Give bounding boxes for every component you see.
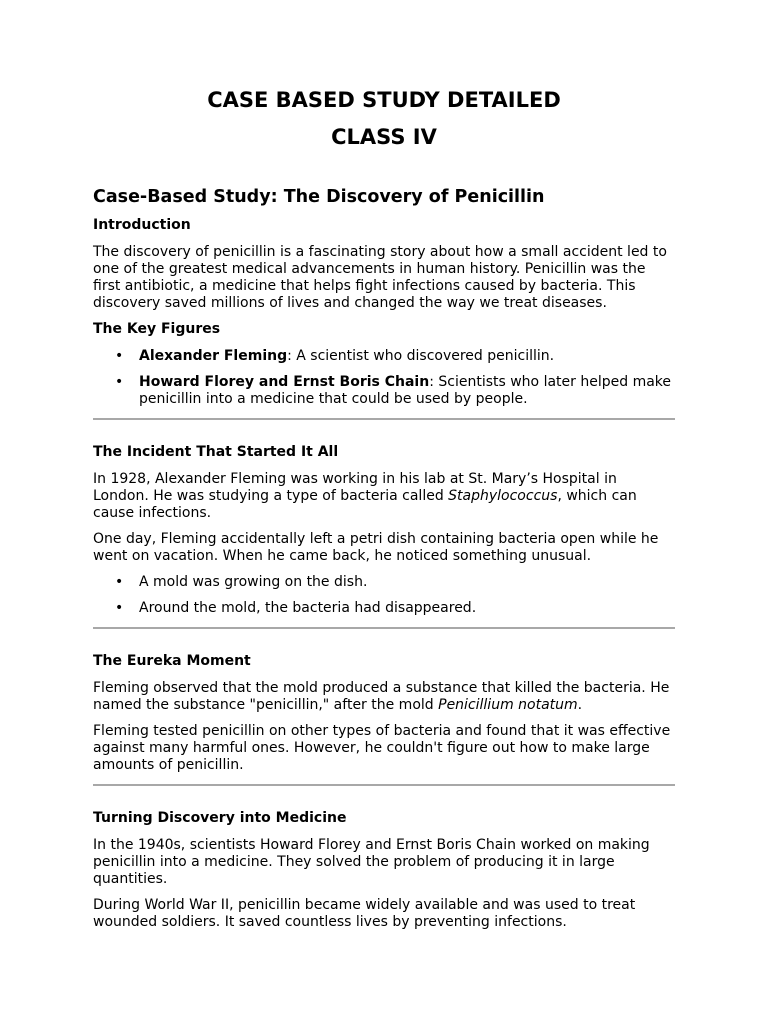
list-item [93, 600, 675, 617]
study-title: Case-Based Study: The Discovery of Penicillin [93, 187, 545, 207]
incident-list [93, 574, 675, 617]
list-item [93, 348, 675, 365]
section-heading-medicine: Turning Discovery into Medicine [93, 810, 347, 826]
section-divider [93, 627, 675, 629]
bullet-icon: • [115, 574, 124, 590]
medicine-paragraph-2: During World War II, penicillin became widely available and was used to treat wounded soldiers. It saved countless lives by preventing infections. [93, 897, 636, 930]
list-item [93, 374, 675, 408]
incident-paragraph-1 [93, 471, 675, 522]
document-title: CASE BASED STUDY DETAILED [207, 88, 561, 112]
emphasis-text: Staphylococcus [448, 488, 558, 504]
document-body [93, 217, 675, 940]
section-divider [93, 418, 675, 420]
section-heading-introduction: Introduction [93, 217, 191, 233]
eureka-paragraph-2: Fleming tested penicillin on other types of bacteria and found that it was effective against many harmful ones. However, he couldn't figure out how to make large amounts of penicillin. [93, 723, 671, 773]
section-heading-incident: The Incident That Started It All [93, 444, 339, 460]
medicine-paragraph-1: In the 1940s, scientists Howard Florey and Ernst Boris Chain worked on making penicillin into a medicine. They solved the problem of producing it in large quantities. [93, 837, 650, 887]
list-item [93, 574, 675, 591]
section-heading-eureka: The Eureka Moment [93, 653, 251, 669]
figure-name: Alexander Fleming [139, 348, 288, 364]
section-divider [93, 784, 675, 786]
document-subtitle: CLASS IV [331, 125, 437, 149]
bullet-icon: • [115, 600, 124, 616]
text-run: Fleming observed that the mold produced a substance that killed the bacteria. He named the substance "penicillin," after the mold [93, 680, 670, 713]
list-item-text: A mold was growing on the dish. [139, 574, 368, 590]
intro-paragraph: The discovery of penicillin is a fascinating story about how a small accident led to one of the greatest medical advancements in human history. Penicillin was the first antibiotic, a medicine that helps fight infections caused by bacteria. This discovery saved millions of lives and changed the way we treat diseases. [93, 244, 667, 311]
eureka-paragraph-1 [93, 680, 675, 714]
text-run: , which can cause infections. [93, 488, 637, 521]
figure-description: : Scientists who later helped make penicillin into a medicine that could be used by people. [139, 374, 672, 407]
bullet-icon: • [115, 374, 124, 390]
bullet-icon: • [115, 348, 124, 364]
section-heading-key-figures: The Key Figures [93, 321, 221, 337]
key-figures-list [93, 348, 675, 408]
incident-paragraph-2: One day, Fleming accidentally left a petri dish containing bacteria open while he went on vacation. When he came back, he noticed something unusual. [93, 531, 659, 564]
figure-name: Howard Florey and Ernst Boris Chain [139, 374, 430, 390]
emphasis-text: Penicillium notatum [438, 697, 578, 713]
figure-description: : A scientist who discovered penicillin. [287, 348, 555, 364]
text-run: In 1928, Alexander Fleming was working in his lab at St. Mary’s Hospital in London. He was studying a type of bacteria called [93, 471, 617, 504]
text-run: . [577, 697, 583, 713]
list-item-text: Around the mold, the bacteria had disappeared. [139, 600, 477, 616]
